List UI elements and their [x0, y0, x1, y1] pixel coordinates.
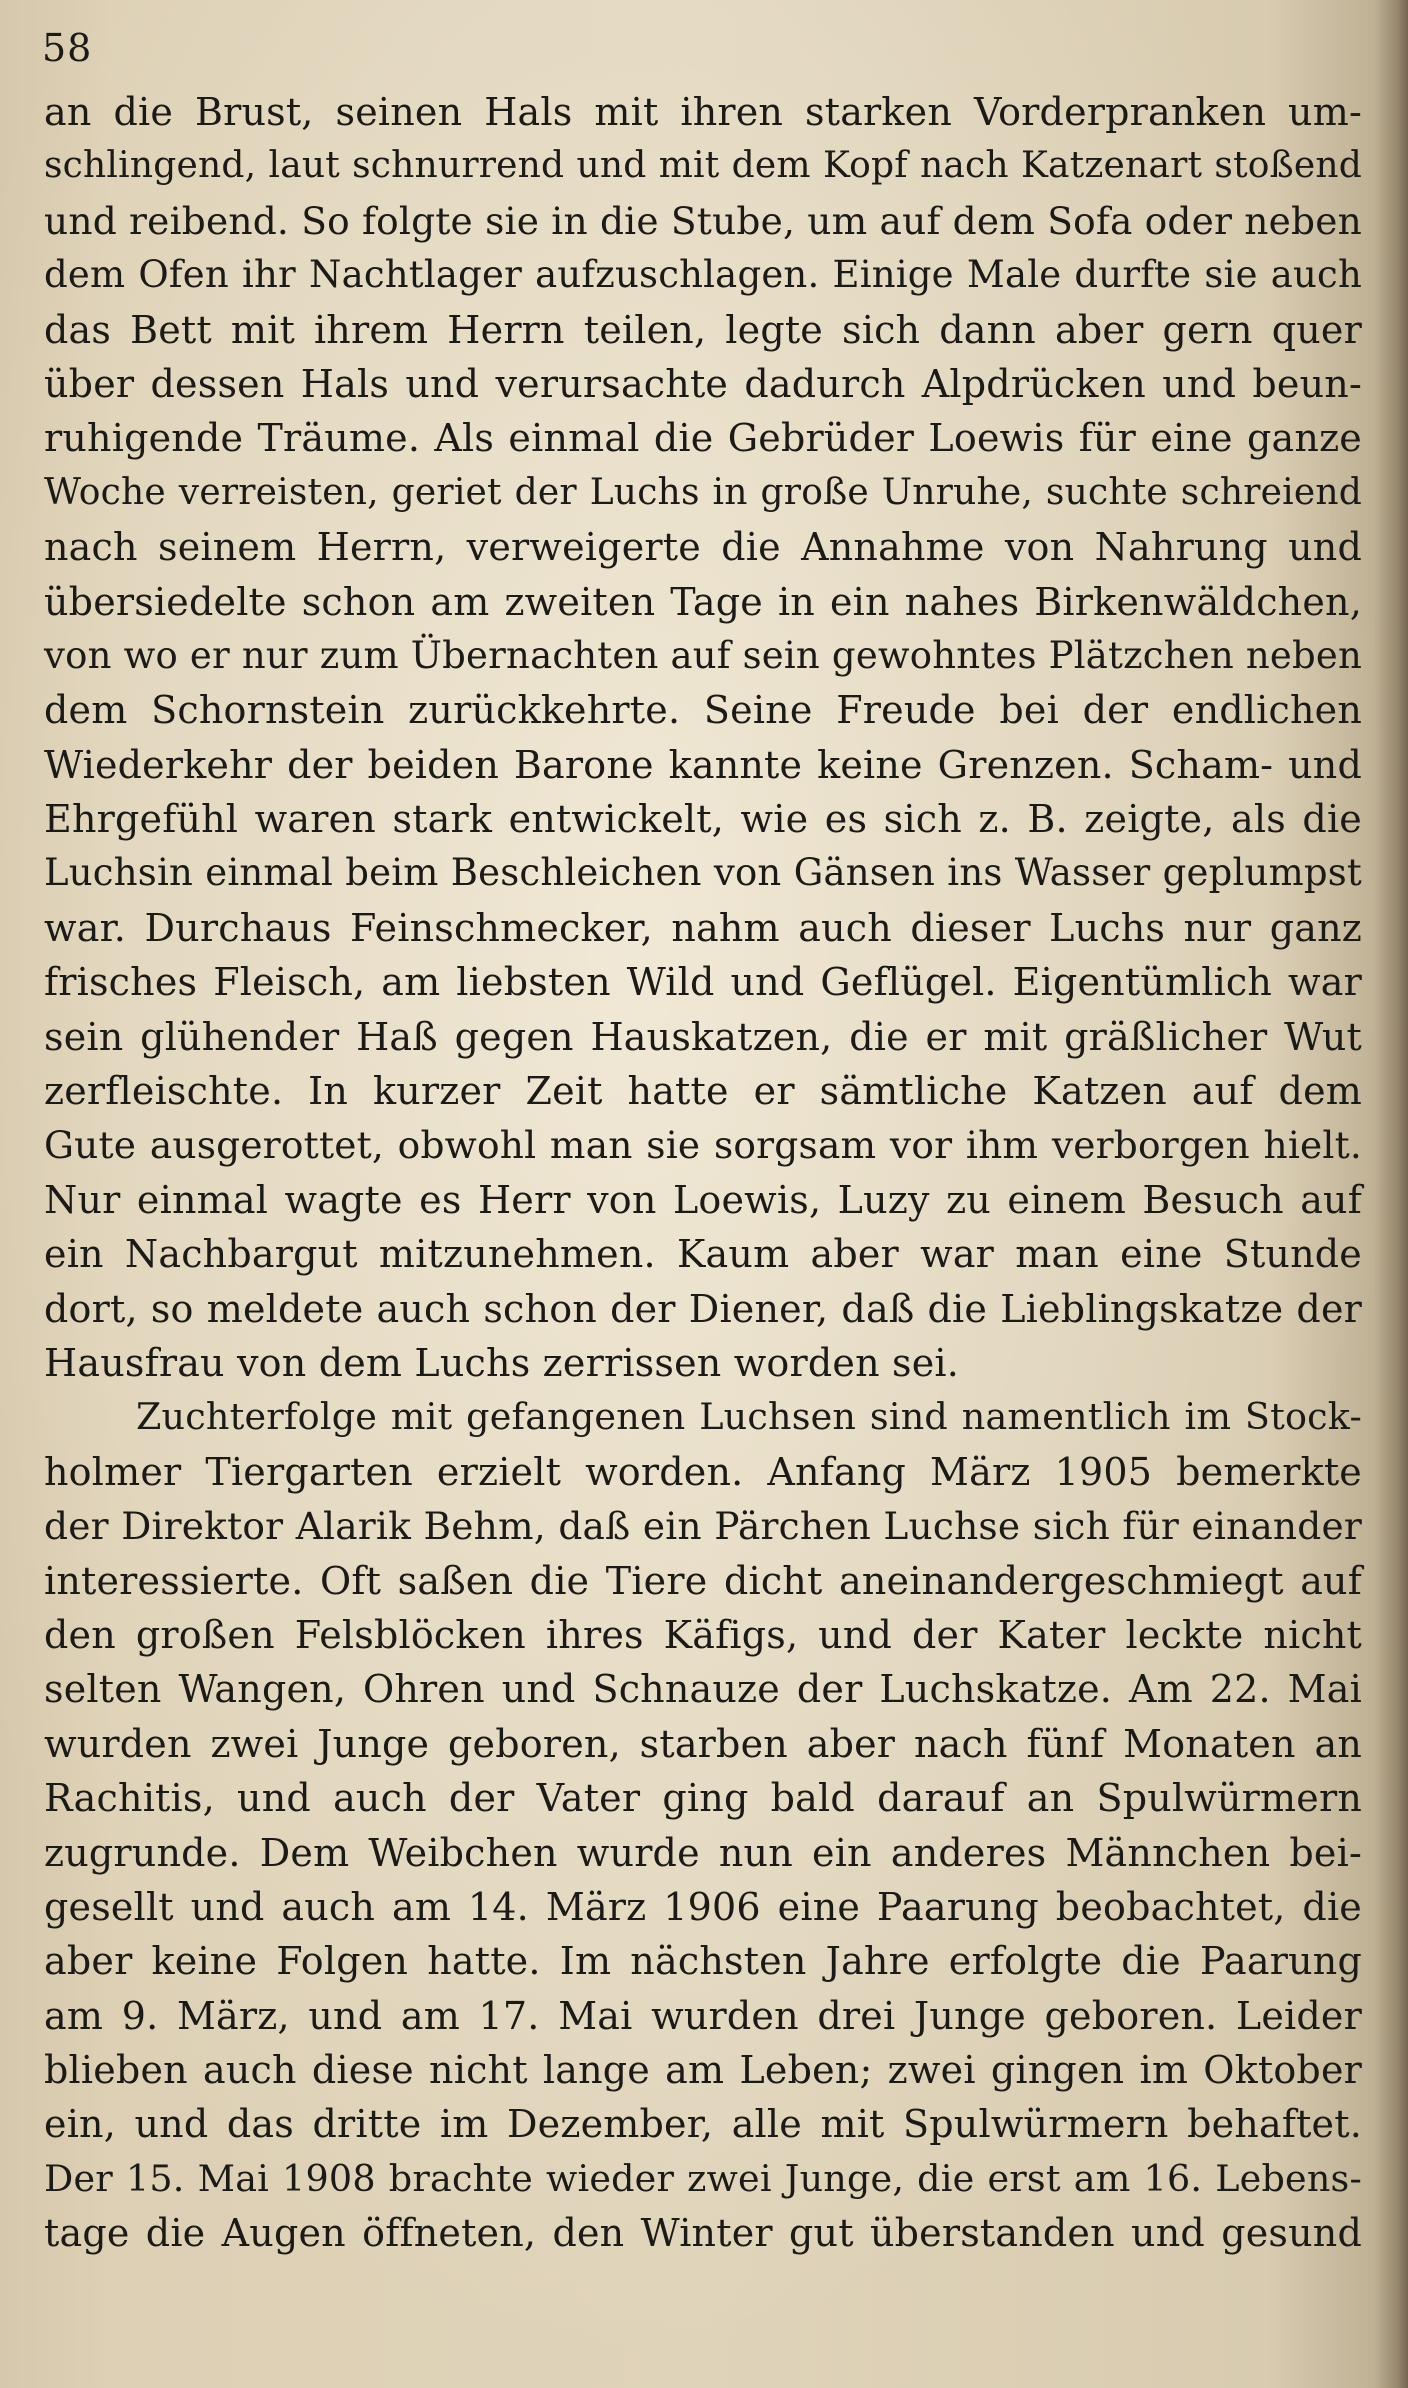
- text-line: der Direktor Alarik Behm, daß ein Pärchen Luchse sich für einander: [44, 1504, 1362, 1549]
- text-line: wurden zwei Junge geboren, starben aber nach fünf Monaten an: [44, 1721, 1362, 1766]
- text-line: tage die Augen öffneten, den Winter gut überstanden und gesund: [44, 2211, 1362, 2256]
- body-text: [44, 85, 1362, 2261]
- text-line: dem Ofen ihr Nachtlager aufzuschlagen. Einige Male durfte sie auch: [44, 253, 1362, 297]
- text-line: am 9. März, und am 17. Mai wurden drei Junge geboren. Leider: [44, 1993, 1362, 2038]
- text-line: Ehrgefühl waren stark entwickelt, wie es sich z. B. zeigte, als die: [44, 797, 1362, 842]
- text-line: schlingend, laut schnurrend und mit dem Kopf nach Katzenart stoßend: [44, 145, 1362, 187]
- text-line: war. Durchaus Feinschmecker, nahm auch dieser Luchs nur ganz: [44, 905, 1362, 950]
- text-line: aber keine Folgen hatte. Im nächsten Jahre erfolgte die Paarung: [44, 1939, 1362, 1984]
- text-line: frisches Fleisch, am liebsten Wild und Geflügel. Eigentümlich war: [44, 960, 1362, 1005]
- text-line: Rachitis, und auch der Vater ging bald darauf an Spulwürmern: [44, 1776, 1362, 1821]
- text-line: Der 15. Mai 1908 brachte wieder zwei Junge, die erst am 16. Lebens-: [44, 2156, 1362, 2200]
- text-line: übersiedelte schon am zweiten Tage in ein nahes Birkenwäldchen,: [44, 579, 1362, 624]
- text-line: an die Brust, seinen Hals mit ihren starken Vorderpranken um-: [44, 90, 1362, 134]
- text-line: zugrunde. Dem Weibchen wurde nun ein anderes Männchen bei-: [44, 1830, 1362, 1875]
- paragraph-first-line: Zuchterfolge mit gefangenen Luchsen sind namentlich im Stock-: [136, 1395, 1362, 1439]
- text-line: Luchsin einmal beim Beschleichen von Gänsen ins Wasser geplumpst: [44, 851, 1362, 895]
- text-line: sein glühender Haß gegen Hauskatzen, die er mit gräßlicher Wut: [44, 1014, 1362, 1059]
- text-line: ein Nachbargut mitzunehmen. Kaum aber war man eine Stunde: [44, 1232, 1362, 1277]
- text-line: Nur einmal wagte es Herr von Loewis, Luzy zu einem Besuch auf: [44, 1177, 1362, 1222]
- page-number: 58: [42, 26, 93, 70]
- text-line: ein, und das dritte im Dezember, alle mit Spulwürmern behaftet.: [44, 2102, 1362, 2147]
- text-line: nach seinem Herrn, verweigerte die Annahme von Nahrung und: [44, 525, 1362, 570]
- text-line: zerfleischte. In kurzer Zeit hatte er sämtliche Katzen auf dem: [44, 1069, 1362, 1114]
- text-line: blieben auch diese nicht lange am Leben; zwei gingen im Oktober: [44, 2048, 1362, 2093]
- text-line: gesellt und auch am 14. März 1906 eine Paarung beobachtet, die: [44, 1884, 1362, 1929]
- text-line: dort, so meldete auch schon der Diener, daß die Lieblingskatze der: [44, 1286, 1362, 1331]
- text-line: von wo er nur zum Übernachten auf sein gewohntes Plätzchen neben: [44, 633, 1362, 677]
- text-line: den großen Felsblöcken ihres Käfigs, und der Kater leckte nicht: [44, 1612, 1362, 1657]
- text-line: selten Wangen, Ohren und Schnauze der Luchskatze. Am 22. Mai: [44, 1667, 1362, 1712]
- text-line: Wiederkehr der beiden Barone kannte keine Grenzen. Scham- und: [44, 742, 1362, 787]
- text-line: holmer Tiergarten erzielt worden. Anfang März 1905 bemerkte: [44, 1449, 1362, 1494]
- text-line: interessierte. Oft saßen die Tiere dicht aneinandergeschmiegt auf: [44, 1558, 1362, 1603]
- text-line: dem Schornstein zurückkehrte. Seine Freude bei der endlichen: [44, 688, 1362, 733]
- text-line: über dessen Hals und verursachte dadurch Alpdrücken und beun-: [44, 361, 1362, 406]
- text-line: und reibend. So folgte sie in die Stube, um auf dem Sofa oder neben: [44, 198, 1362, 243]
- text-line: das Bett mit ihrem Herrn teilen, legte sich dann aber gern quer: [44, 307, 1362, 352]
- text-line: Woche verreisten, geriet der Luchs in große Unruhe, suchte schreiend: [44, 471, 1362, 513]
- text-line: Gute ausgerottet, obwohl man sie sorgsam vor ihm verborgen hielt.: [44, 1123, 1362, 1168]
- page-edge-shadow: [1374, 0, 1408, 2388]
- paragraph-last-line: Hausfrau von dem Luchs zerrissen worden sei.: [44, 1340, 960, 1385]
- text-line: ruhigende Träume. Als einmal die Gebrüder Loewis für eine ganze: [44, 416, 1362, 461]
